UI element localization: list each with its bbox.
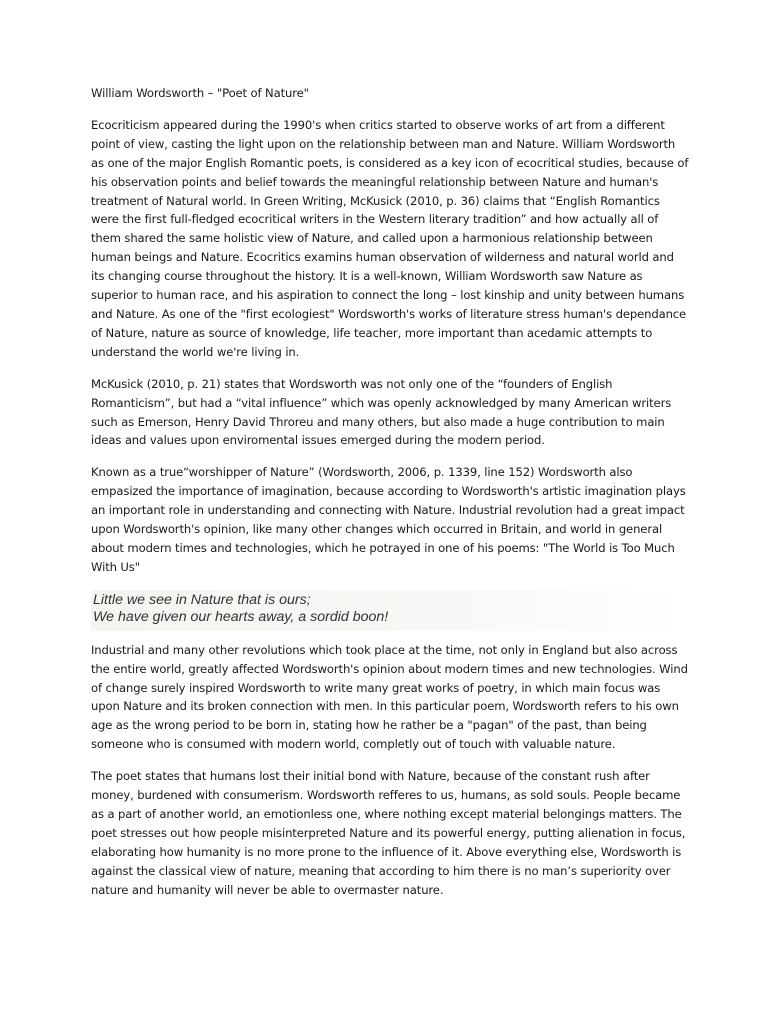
poem-quote xyxy=(91,590,689,631)
paragraph-worshipper-of-nature: Known as a true“worshipper of Nature” (Wordsworth, 2006, p. 1339, line 152) Wordsworth also empasized the importance of imagination, because according to Wordsworth's artistic imagination plays an important role in understanding and connecting with Nature. Industrial revolution had a great impact upon Wordsworth's opinion, like many other changes which occurred in Britain, and world in general about modern times and technologies, which he potrayed in one of his poems: "The World is Too Much With Us" xyxy=(91,465,686,574)
paragraph-industrial-revolutions: Industrial and many other revolutions which took place at the time, not only in England but also across the entire world, greatly affected Wordsworth's opinion about modern times and new technologies. Wind of change surely inspired Wordsworth to write many great works of poetry, in which main focus was upon Nature and its broken connection with men. In this particular poem, Wordsworth refers to his own age as the wrong period to be born in, stating how he rather be a "pagan" of the past, than being someone who is consumed with modern world, completly out of touch with valuable nature. xyxy=(91,642,688,752)
poem-quote-line: We have given our hearts away, a sordid boon! xyxy=(93,609,389,626)
document-body xyxy=(91,84,689,913)
poem-quote-line: Little we see in Nature that is ours; xyxy=(93,591,311,608)
paragraph-lost-bond: The poet states that humans lost their initial bond with Nature, because of the constant rush after money, burdened with consumerism. Wordsworth refferes to us, humans, as sold souls. People became as a part of another world, an emotionless one, where nothing except material belongings matters. The poet stresses out how people misinterpreted Nature and its powerful energy, putting alienation in focus, elaborating how humanity is no more prone to the influence of it. Above everything else, Wordsworth is against the classical view of nature, meaning that according to him there is no man’s superiority over nature and humanity will never be able to overmaster nature. xyxy=(91,769,686,897)
paragraph-ecocriticism: Ecocriticism appeared during the 1990's when critics started to observe works of art from a different point of view, casting the light upon on the relationship between man and Nature. William Wordsworth as one of the major English Romantic poets, is considered as a key icon of ecocritical studies, because of his observation points and belief towards the meaningful relationship between Nature and human's treatment of Natural world. In Green Writing, McKusick (2010, p. 36) claims that “English Romantics were the first full-fledged ecocritical writers in the Western literary tradition” and how actually all of them shared the same holistic view of Nature, and called upon a harmonious relationship between human beings and Nature. Ecocritics examins human observation of wilderness and natural world and its changing course throughout the history. It is a well-known, William Wordsworth saw Nature as superior to human race, and his aspiration to connect the long – lost kinship and unity between humans and Nature. As one of the "first ecologiest" Wordsworth's works of literature stress human's dependance of Nature, nature as source of knowledge, life teacher, more important than acedamic attempts to understand the world we're living in. xyxy=(91,117,689,359)
document-title: William Wordsworth – "Poet of Nature" xyxy=(91,86,309,100)
paragraph-mckusick: McKusick (2010, p. 21) states that Wordsworth was not only one of the “founders of English Romanticism”, but had a “vital influence” which was openly acknowledged by many American writers such as Emerson, Henry David Throreu and many others, but also made a huge contribution to main ideas and values upon enviromental issues emerged during the modern period. xyxy=(91,376,672,448)
